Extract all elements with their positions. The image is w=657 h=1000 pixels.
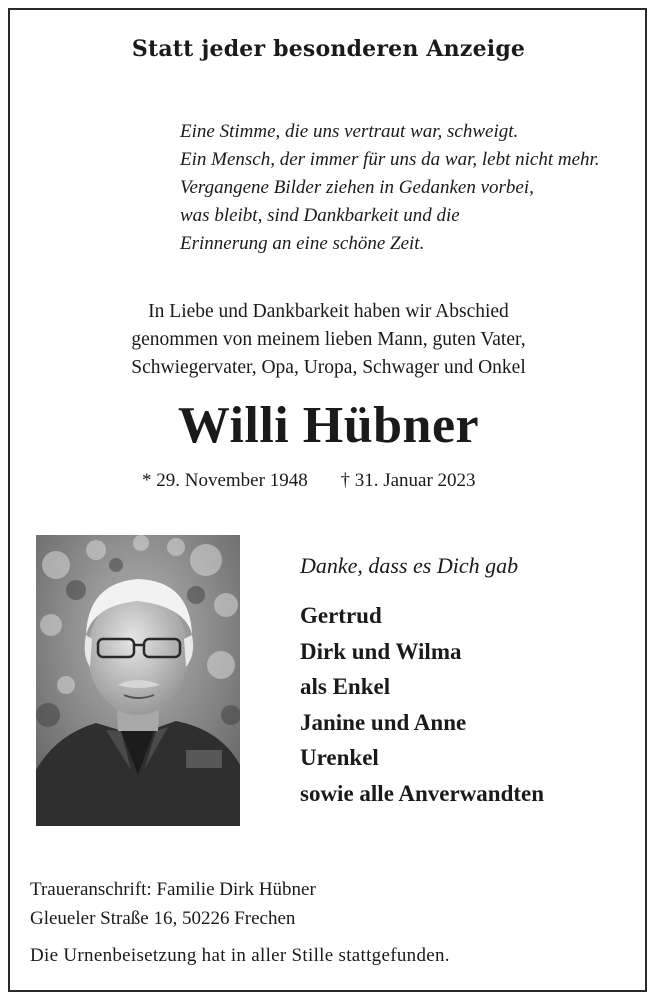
intro-line: In Liebe und Dankbarkeit haben wir Abschied [148, 301, 509, 322]
burial-note: Die Urnenbeisetzung hat in aller Stille stattgefunden. [30, 945, 450, 966]
intro-line: genommen von meinem lieben Mann, guten Vater, [131, 329, 526, 350]
mourner-line: Janine und Anne [300, 709, 467, 735]
poem-line: Erinnerung an eine schöne Zeit. [180, 233, 425, 254]
thanks-line: Danke, dass es Dich gab [300, 553, 519, 578]
mourner-line: Urenkel [300, 745, 379, 770]
poem-line: Vergangene Bilder ziehen in Gedanken vorbei, [180, 177, 534, 198]
birth-date: * 29. November 1948 [142, 470, 308, 491]
poem-line: Eine Stimme, die uns vertraut war, schweigt. [180, 121, 519, 142]
poem-line: was bleibt, sind Dankbarkeit und die [180, 205, 460, 226]
address-line: Gleueler Straße 16, 50226 Frechen [30, 908, 296, 929]
mourners-list [300, 598, 544, 811]
portrait-photo-image [36, 535, 240, 826]
address-line: Traueranschrift: Familie Dirk Hübner [30, 879, 316, 900]
poem-line: Ein Mensch, der immer für uns da war, lebt nicht mehr. [180, 149, 600, 170]
mourner-line: als Enkel [300, 674, 391, 699]
mourning-address [30, 875, 316, 933]
deceased-name: Willi Hübner [177, 397, 480, 454]
intro-line: Schwiegervater, Opa, Uropa, Schwager und Onkel [131, 357, 526, 378]
portrait-photo [36, 535, 240, 826]
death-date: † 31. Januar 2023 [340, 470, 476, 491]
notice-heading: Statt jeder besonderen Anzeige [131, 36, 526, 62]
mourner-line: Gertrud [300, 603, 382, 628]
poem [180, 118, 600, 258]
mourner-line: sowie alle Anverwandten [300, 780, 545, 806]
life-dates [142, 470, 476, 492]
intro-text [0, 298, 657, 382]
mourner-line: Dirk und Wilma [300, 638, 462, 664]
